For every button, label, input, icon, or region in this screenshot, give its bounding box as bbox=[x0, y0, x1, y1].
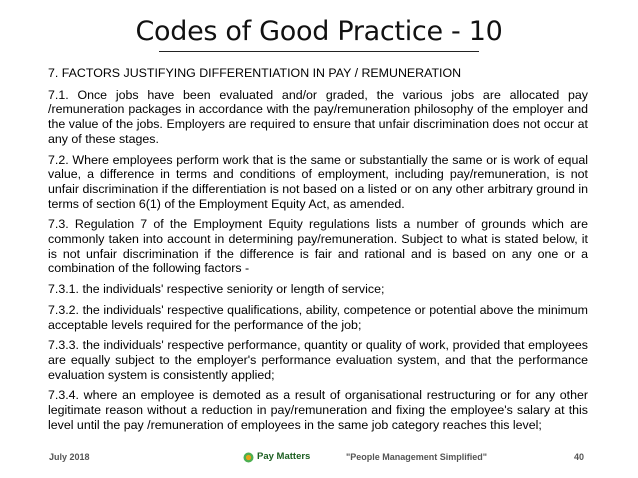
pay-matters-logo-icon bbox=[243, 452, 254, 463]
paragraph-7-1: 7.1. Once jobs have been evaluated and/or graded, the various jobs are allocated pay /remuneration packages in accordance with the pay/remuneration philosophy of the employer and the value of the jobs. Employers are required to ensure that unfair discrimination does not occur at any of these stages. bbox=[48, 87, 588, 146]
paragraph-7-3-2: 7.3.2. the individuals' respective qualifications, ability, competence or potential above the minimum acceptable levels required for the performance of the job; bbox=[48, 302, 588, 332]
slide-body bbox=[48, 66, 588, 438]
paragraph-7-2: 7.2. Where employees perform work that is the same or substantially the same or is work of equal value, a difference in terms and conditions of employment, including pay/remuneration, is not unfair discrimination if the differentiation is not based on a listed or on any other arbitrary ground in terms of section 6(1) of the Employment Equity Act, as amended. bbox=[48, 152, 588, 211]
slide-title: Codes of Good Practice - 10 bbox=[135, 16, 503, 47]
paragraph-7-3-4: 7.3.4. where an employee is demoted as a result of organisational restructuring or for any other legitimate reason without a reduction in pay/remuneration and fixing the employee's salary at this level until the pay /remuneration of employees in the same job category reaches this level; bbox=[48, 388, 588, 432]
title-underline bbox=[159, 51, 479, 52]
slide-footer bbox=[0, 450, 638, 464]
footer-brand-label: Pay Matters bbox=[257, 451, 311, 462]
footer-slogan: "People Management Simplified" bbox=[346, 452, 488, 462]
footer-date: July 2018 bbox=[49, 452, 90, 462]
paragraph-7-3-1: 7.3.1. the individuals' respective seniority or length of service; bbox=[48, 282, 385, 297]
page-number: 40 bbox=[574, 452, 585, 462]
paragraph-7-3-3: 7.3.3. the individuals' respective performance, quantity or quality of work, provided that employees are equally subject to the employer's performance evaluation system, and that the performance evaluation system is consistently applied; bbox=[48, 338, 588, 382]
footer-brand bbox=[243, 450, 310, 464]
section-heading: 7. FACTORS JUSTIFYING DIFFERENTIATION IN PAY / REMUNERATION bbox=[48, 66, 462, 80]
paragraph-7-3: 7.3. Regulation 7 of the Employment Equity regulations lists a number of grounds which are commonly taken into account in determining pay/remuneration. Subject to what is stated below, it is not unfair discrimination if the difference is fair and rational and is based on any one or a combination of the following factors - bbox=[48, 217, 588, 276]
